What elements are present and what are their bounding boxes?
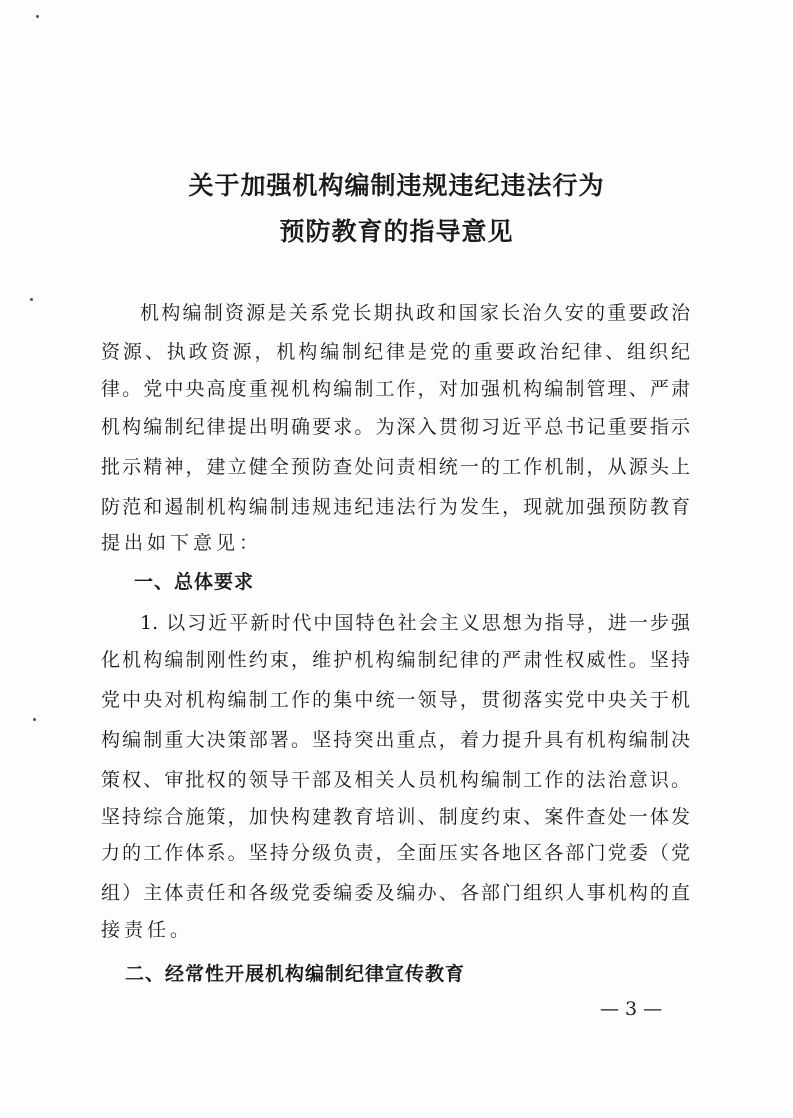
text-line: 坚持综合施策，加快构建教育培训、制度约束、案件查处一体发 <box>101 806 690 828</box>
text-line: 机构编制资源是关系党长期执政和国家长治久安的重要政治 <box>140 302 690 324</box>
document-title-line2: 预防教育的指导意见 <box>279 217 514 246</box>
text-line: 党中央对机构编制工作的集中统一领导，贯彻落实党中央关于机 <box>101 689 690 711</box>
text-line: 1. 以习近平新时代中国特色社会主义思想为指导，进一步强 <box>140 612 690 634</box>
text-line: 构编制重大决策部署。坚持突出重点，着力提升具有机构编制决 <box>101 729 690 751</box>
text-line: 机构编制纪律提出明确要求。为深入贯彻习近平总书记重要指示 <box>101 416 690 438</box>
document-title-line1: 关于加强机构编制违规违纪违法行为 <box>188 171 605 200</box>
text-line: 接责任。 <box>101 919 194 941</box>
text-line: 化机构编制刚性约束，维护机构编制纪律的严肃性权威性。坚持 <box>101 649 690 671</box>
text-line: 力的工作体系。坚持分级负责，全面压实各地区各部门党委（党 <box>101 842 690 864</box>
section-heading-2: 二、经常性开展机构编制纪律宣传教育 <box>125 963 466 985</box>
text-line: 策权、审批权的领导干部及相关人员机构编制工作的法治意识。 <box>101 769 690 791</box>
text-line: 批示精神，建立健全预防查处问责相统一的工作机制，从源头上 <box>101 456 690 478</box>
scan-speck <box>30 298 33 301</box>
text-line: 提出如下意见： <box>101 532 263 554</box>
text-line: 律。党中央高度重视机构编制工作，对加强机构编制管理、严肃 <box>101 378 690 400</box>
section-heading-1: 一、总体要求 <box>134 571 255 593</box>
page-number: — 3 — <box>600 998 663 1020</box>
text-line: 资源、执政资源，机构编制纪律是党的重要政治纪律、组织纪 <box>101 341 690 363</box>
scan-speck <box>33 718 36 721</box>
scan-speck <box>36 15 39 18</box>
text-line: 防范和遏制机构编制违规违纪违法行为发生，现就加强预防教育 <box>101 496 690 518</box>
text-line: 组）主体责任和各级党委编委及编办、各部门组织人事机构的直 <box>101 882 690 904</box>
